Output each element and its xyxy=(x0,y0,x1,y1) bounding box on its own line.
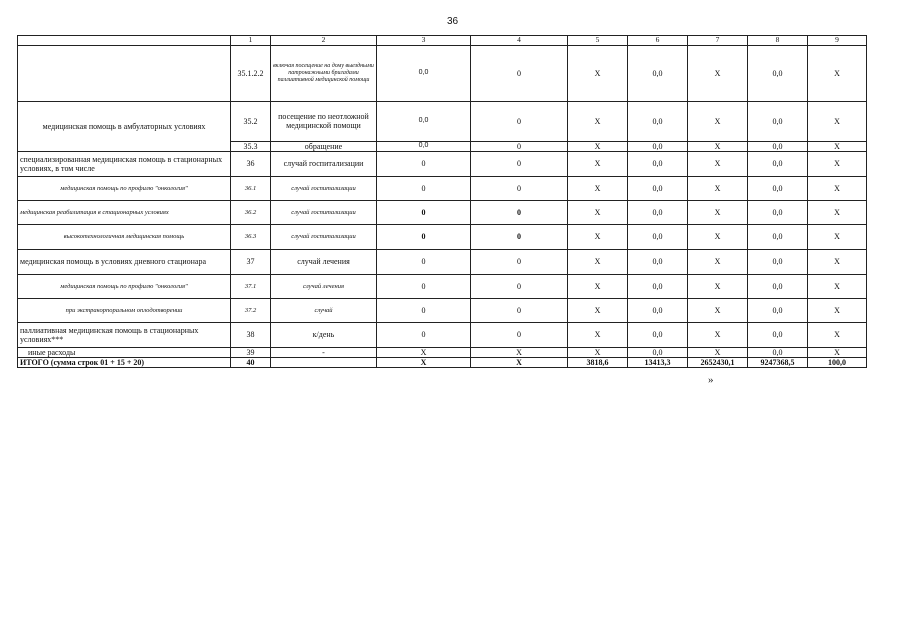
cell-col7: X xyxy=(688,151,748,176)
cell-col7: 2652430,1 xyxy=(688,358,748,368)
cell-col4: 0 xyxy=(471,151,568,176)
cell-col6: 0,0 xyxy=(628,101,688,141)
row-unit: случай госпитализации xyxy=(271,151,377,176)
cell-col9: X xyxy=(808,224,867,249)
cell-col6: 0,0 xyxy=(628,274,688,298)
row-unit: случай xyxy=(271,298,377,322)
cell-col7: X xyxy=(688,249,748,274)
cell-col3: 0,0 xyxy=(377,141,471,151)
row-number: 36.1 xyxy=(231,176,271,200)
cell-col6: 13413,3 xyxy=(628,358,688,368)
cell-col8: 0,0 xyxy=(748,141,808,151)
cell-col5: X xyxy=(568,200,628,224)
header-row xyxy=(18,36,867,46)
row-name: медицинская помощь по профилю "онкология" xyxy=(18,176,231,200)
cell-col8: 0,0 xyxy=(748,200,808,224)
total-row xyxy=(18,358,867,368)
cell-col9: X xyxy=(808,151,867,176)
cell-col8: 0,0 xyxy=(748,322,808,347)
cell-col5: X xyxy=(568,176,628,200)
cell-col9: 100,0 xyxy=(808,358,867,368)
cell-col5: X xyxy=(568,45,628,101)
header-cell: 3 xyxy=(377,36,471,46)
row-name: паллиативная медицинская помощь в стационарных условиях*** xyxy=(18,322,231,347)
row-number: 36.2 xyxy=(231,200,271,224)
row-name: медицинская реабилитация в стационарных условиях xyxy=(18,200,231,224)
page-number: 36 xyxy=(446,16,459,27)
data-table xyxy=(17,35,867,368)
cell-col7: X xyxy=(688,298,748,322)
row-name: при экстракорпоральном оплодотворении xyxy=(18,298,231,322)
cell-col4: 0 xyxy=(471,141,568,151)
cell-col8: 0,0 xyxy=(748,151,808,176)
cell-col8: 0,0 xyxy=(748,347,808,357)
cell-col6: 0,0 xyxy=(628,322,688,347)
cell-col9: X xyxy=(808,45,867,101)
cell-col3: 0 xyxy=(377,151,471,176)
table-row xyxy=(18,151,867,176)
table-row xyxy=(18,45,867,101)
cell-col8: 0,0 xyxy=(748,298,808,322)
row-unit: случай госпитализации xyxy=(271,224,377,249)
cell-col3: X xyxy=(377,347,471,357)
row-name: медицинская помощь в условиях дневного стационара xyxy=(18,249,231,274)
cell-col4: 0 xyxy=(471,101,568,141)
cell-col5: 3818,6 xyxy=(568,358,628,368)
cell-col9: X xyxy=(808,141,867,151)
table-row xyxy=(18,298,867,322)
cell-col5: X xyxy=(568,141,628,151)
row-name: иные расходы xyxy=(18,347,231,357)
table-row xyxy=(18,176,867,200)
cell-col5: X xyxy=(568,101,628,141)
row-unit: случай лечения xyxy=(271,249,377,274)
cell-col5: X xyxy=(568,249,628,274)
header-cell: 1 xyxy=(231,36,271,46)
row-unit: посещение по неотложной медицинской помощи xyxy=(271,101,377,141)
row-name: высокотехнологичная медицинская помощь xyxy=(18,224,231,249)
cell-col5: X xyxy=(568,347,628,357)
cell-col4: 0 xyxy=(471,45,568,101)
cell-col3: 0,0 xyxy=(377,45,471,101)
row-name: медицинская помощь по профилю "онкология" xyxy=(18,274,231,298)
row-unit: обращение xyxy=(271,141,377,151)
row-number: 37.2 xyxy=(231,298,271,322)
header-cell: 2 xyxy=(271,36,377,46)
cell-col8: 0,0 xyxy=(748,274,808,298)
cell-col6: 0,0 xyxy=(628,347,688,357)
cell-col6: 0,0 xyxy=(628,224,688,249)
row-unit: случай госпитализации xyxy=(271,200,377,224)
row-name xyxy=(18,45,231,101)
table-row xyxy=(18,322,867,347)
row-number: 35.3 xyxy=(231,141,271,151)
cell-col6: 0,0 xyxy=(628,298,688,322)
header-cell xyxy=(18,36,231,46)
table-row xyxy=(18,347,867,357)
closing-quote: » xyxy=(708,374,714,386)
table-row xyxy=(18,101,867,141)
cell-col3: 0 xyxy=(377,249,471,274)
header-cell: 8 xyxy=(748,36,808,46)
header-cell: 7 xyxy=(688,36,748,46)
cell-col3: 0 xyxy=(377,176,471,200)
cell-col7: X xyxy=(688,101,748,141)
row-number: 37.1 xyxy=(231,274,271,298)
table-row xyxy=(18,274,867,298)
cell-col7: X xyxy=(688,45,748,101)
cell-col5: X xyxy=(568,322,628,347)
cell-col8: 0,0 xyxy=(748,176,808,200)
cell-col4: X xyxy=(471,347,568,357)
cell-col9: X xyxy=(808,298,867,322)
cell-col3: 0 xyxy=(377,322,471,347)
cell-col4: 0 xyxy=(471,176,568,200)
cell-col5: X xyxy=(568,298,628,322)
row-unit: случай лечения xyxy=(271,274,377,298)
cell-col7: X xyxy=(688,224,748,249)
cell-col9: X xyxy=(808,347,867,357)
row-number: 37 xyxy=(231,249,271,274)
header-cell: 5 xyxy=(568,36,628,46)
row-number: 36.3 xyxy=(231,224,271,249)
cell-col4: X xyxy=(471,358,568,368)
row-unit: включая посещение на дому выездными патронажными бригадами паллиативной медицинской помощи xyxy=(271,45,377,101)
row-number: 38 xyxy=(231,322,271,347)
table-row xyxy=(18,200,867,224)
cell-col8: 9247368,5 xyxy=(748,358,808,368)
cell-col9: X xyxy=(808,274,867,298)
cell-col4: 0 xyxy=(471,200,568,224)
cell-col8: 0,0 xyxy=(748,249,808,274)
cell-col8: 0,0 xyxy=(748,101,808,141)
cell-col3: 0 xyxy=(377,274,471,298)
cell-col3: 0 xyxy=(377,298,471,322)
cell-col6: 0,0 xyxy=(628,141,688,151)
cell-col5: X xyxy=(568,224,628,249)
row-unit: - xyxy=(271,347,377,357)
cell-col7: X xyxy=(688,274,748,298)
table-row xyxy=(18,249,867,274)
cell-col6: 0,0 xyxy=(628,45,688,101)
cell-col9: X xyxy=(808,322,867,347)
row-unit: случай госпитализации xyxy=(271,176,377,200)
cell-col9: X xyxy=(808,176,867,200)
cell-col7: X xyxy=(688,176,748,200)
header-cell: 4 xyxy=(471,36,568,46)
row-number: 35.1.2.2 xyxy=(231,45,271,101)
row-name: ИТОГО (сумма строк 01 + 15 + 20) xyxy=(18,358,231,368)
cell-col6: 0,0 xyxy=(628,151,688,176)
cell-col9: X xyxy=(808,249,867,274)
cell-col4: 0 xyxy=(471,298,568,322)
row-unit: к/день xyxy=(271,322,377,347)
cell-col4: 0 xyxy=(471,274,568,298)
cell-col3: 0,0 xyxy=(377,101,471,141)
row-name: специализированная медицинская помощь в стационарных условиях, в том числе xyxy=(18,151,231,176)
cell-col9: X xyxy=(808,200,867,224)
cell-col8: 0,0 xyxy=(748,45,808,101)
cell-col3: X xyxy=(377,358,471,368)
cell-col6: 0,0 xyxy=(628,176,688,200)
cell-col4: 0 xyxy=(471,224,568,249)
cell-col5: X xyxy=(568,151,628,176)
row-number: 39 xyxy=(231,347,271,357)
cell-col3: 0 xyxy=(377,200,471,224)
cell-col4: 0 xyxy=(471,322,568,347)
row-name: медицинская помощь в амбулаторных условиях xyxy=(18,101,231,151)
table-row xyxy=(18,224,867,249)
header-cell: 9 xyxy=(808,36,867,46)
header-cell: 6 xyxy=(628,36,688,46)
cell-col7: X xyxy=(688,347,748,357)
row-number: 36 xyxy=(231,151,271,176)
row-number: 40 xyxy=(231,358,271,368)
cell-col3: 0 xyxy=(377,224,471,249)
cell-col8: 0,0 xyxy=(748,224,808,249)
row-number: 35.2 xyxy=(231,101,271,141)
cell-col6: 0,0 xyxy=(628,200,688,224)
cell-col6: 0,0 xyxy=(628,249,688,274)
cell-col7: X xyxy=(688,141,748,151)
cell-col4: 0 xyxy=(471,249,568,274)
row-unit xyxy=(271,358,377,368)
cell-col9: X xyxy=(808,101,867,141)
cell-col7: X xyxy=(688,200,748,224)
cell-col5: X xyxy=(568,274,628,298)
cell-col7: X xyxy=(688,322,748,347)
